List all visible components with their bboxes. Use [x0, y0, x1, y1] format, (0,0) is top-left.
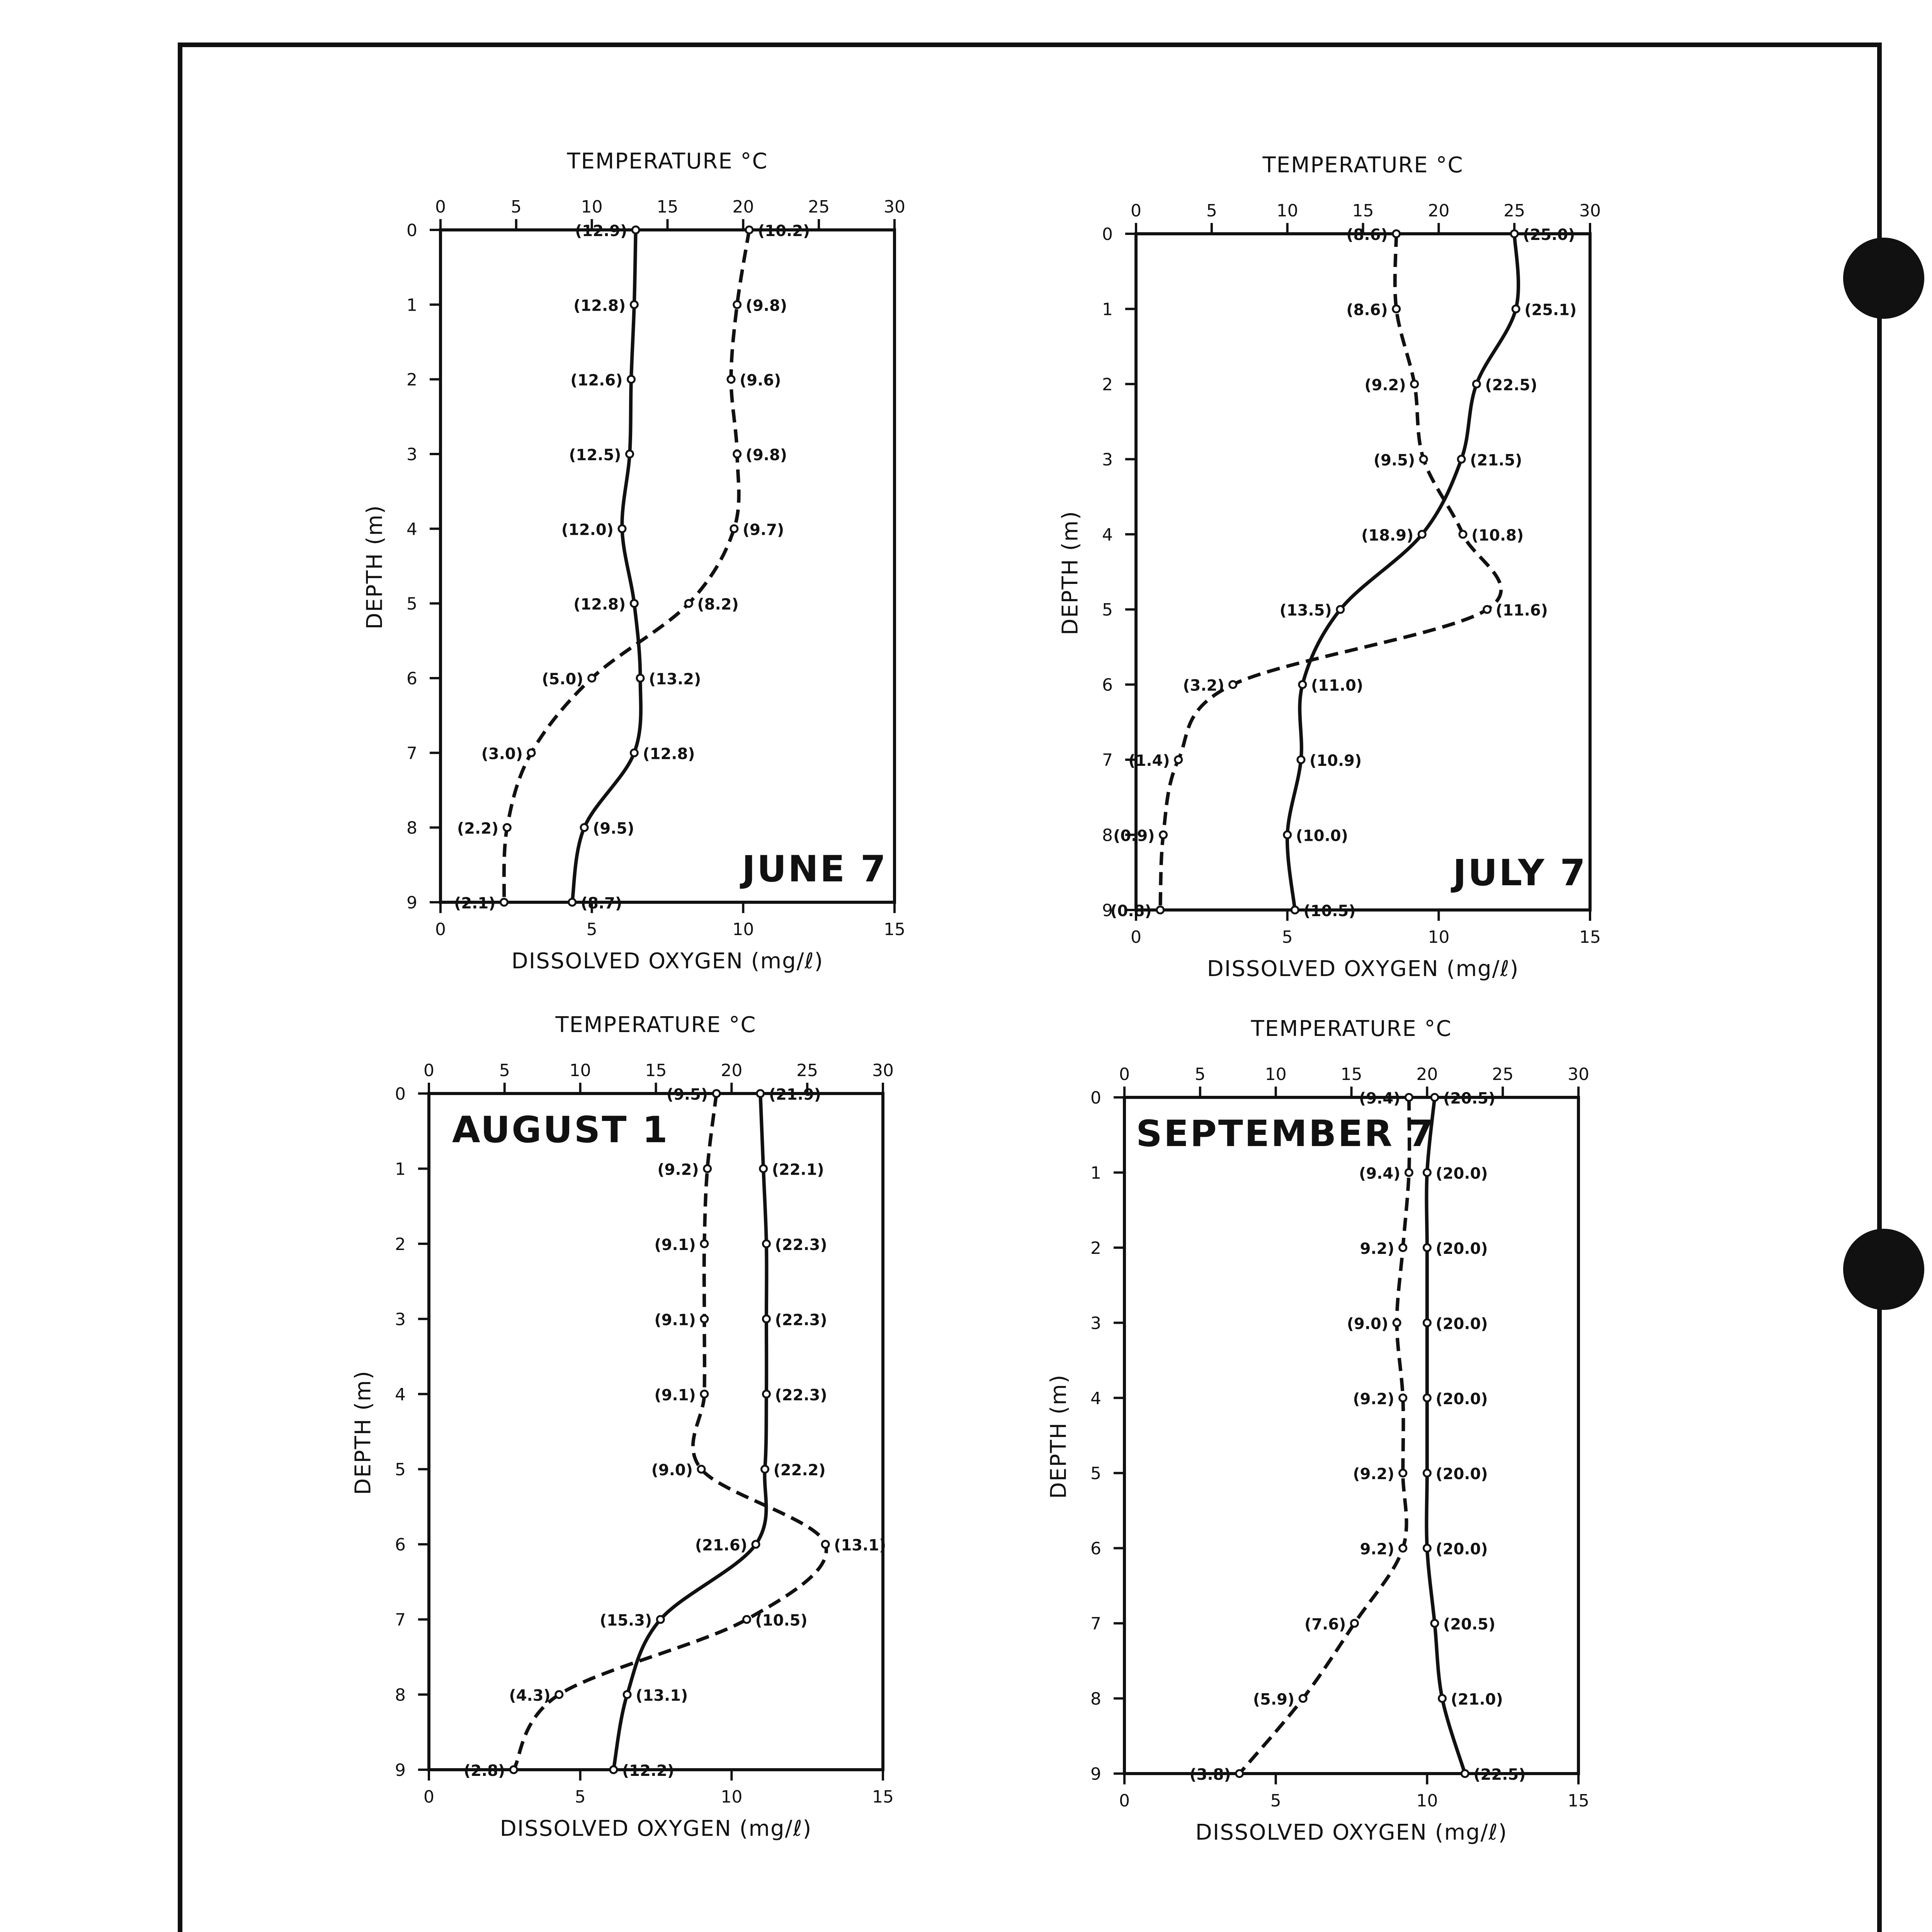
- dissolved-oxygen-point: [1400, 1469, 1406, 1476]
- temperature-value-label: (25.0): [1523, 226, 1575, 244]
- depth-tick-label: 7: [1102, 750, 1113, 770]
- temperature-point: [763, 1315, 770, 1322]
- temperature-point: [1298, 756, 1304, 763]
- chart-title: AUGUST 1: [452, 1109, 669, 1151]
- temperature-point: [1299, 681, 1306, 688]
- temperature-tick-label: 0: [435, 197, 446, 217]
- depth-tick-label: 7: [395, 1610, 406, 1630]
- temperature-point: [619, 525, 626, 532]
- temperature-tick-label: 15: [1340, 1065, 1362, 1084]
- plot-frame: [1136, 234, 1590, 910]
- dissolved-oxygen-value-label: (8.2): [697, 595, 739, 614]
- dissolved-oxygen-point: [685, 600, 692, 607]
- temperature-tick-label: 15: [645, 1061, 667, 1080]
- temperature-tick-label: 5: [1194, 1065, 1206, 1084]
- dissolved-oxygen-point: [1405, 1094, 1412, 1101]
- top-axis-title: TEMPERATURE °C: [1251, 1016, 1452, 1041]
- dissolved-oxygen-value-label: 9.2): [1360, 1540, 1395, 1558]
- dissolved-oxygen-value-label: (4.3): [509, 1687, 551, 1705]
- temperature-value-label: (20.5): [1443, 1090, 1496, 1107]
- dissolved-oxygen-point: [556, 1691, 563, 1698]
- temperature-value-label: (22.3): [775, 1236, 827, 1254]
- dissolved-oxygen-point: [510, 1766, 517, 1773]
- bottom-axis-title: DISSOLVED OXYGEN (mg/ℓ): [1207, 956, 1519, 981]
- temperature-point: [1439, 1695, 1446, 1702]
- temperature-tick-label: 10: [1276, 201, 1298, 221]
- temperature-point: [1512, 305, 1519, 312]
- do-tick-label: 10: [732, 920, 754, 939]
- dissolved-oxygen-value-label: (2.2): [457, 820, 499, 838]
- depth-tick-label: 6: [406, 669, 417, 689]
- temperature-tick-label: 5: [1206, 201, 1217, 221]
- dissolved-oxygen-point: [704, 1165, 711, 1172]
- temperature-value-label: (21.0): [1451, 1690, 1503, 1709]
- temperature-value-label: (22.3): [775, 1311, 827, 1329]
- temperature-value-label: (20.5): [1443, 1616, 1496, 1634]
- temperature-point: [1423, 1244, 1430, 1251]
- temperature-tick-label: 20: [732, 197, 754, 217]
- y-axis-title: DEPTH (m): [362, 505, 388, 629]
- temperature-value-label: (22.1): [772, 1161, 824, 1179]
- depth-tick-label: 6: [395, 1535, 406, 1555]
- temperature-value-label: (21.5): [1470, 451, 1522, 469]
- depth-tick-label: 0: [406, 221, 417, 240]
- depth-tick-label: 0: [1102, 224, 1113, 244]
- do-tick-label: 5: [586, 920, 597, 939]
- temperature-point: [581, 824, 588, 831]
- plot-frame: [440, 230, 895, 902]
- dissolved-oxygen-point: [1405, 1169, 1412, 1176]
- do-tick-label: 5: [1270, 1791, 1281, 1811]
- dissolved-oxygen-point: [1400, 1545, 1406, 1552]
- dissolved-oxygen-point: [734, 451, 741, 457]
- dissolved-oxygen-value-label: (3.0): [481, 745, 523, 763]
- depth-tick-label: 3: [1102, 450, 1113, 470]
- dissolved-oxygen-point: [746, 226, 753, 233]
- dissolved-oxygen-value-label: (9.8): [745, 446, 787, 464]
- depth-tick-label: 8: [395, 1685, 406, 1705]
- dissolved-oxygen-point: [501, 899, 508, 906]
- temperature-point: [628, 376, 635, 383]
- temperature-tick-label: 20: [1416, 1065, 1438, 1084]
- do-tick-label: 0: [435, 920, 446, 939]
- depth-tick-label: 8: [1090, 1689, 1101, 1709]
- temperature-point: [1423, 1545, 1430, 1552]
- temperature-point: [1473, 381, 1480, 388]
- dissolved-oxygen-point: [1351, 1620, 1358, 1627]
- dissolved-oxygen-value-label: (9.4): [1359, 1165, 1401, 1183]
- temperature-line: [614, 1094, 767, 1770]
- temperature-tick-label: 25: [796, 1061, 818, 1080]
- dissolved-oxygen-point: [1175, 756, 1182, 763]
- temperature-tick-label: 20: [721, 1061, 743, 1080]
- temperature-tick-label: 0: [1131, 201, 1141, 221]
- depth-tick-label: 2: [1102, 374, 1113, 395]
- dissolved-oxygen-value-label: (9.5): [666, 1086, 708, 1104]
- dissolved-oxygen-value-label: (10.5): [755, 1612, 808, 1630]
- do-tick-label: 15: [872, 1787, 894, 1807]
- chart-title: JUNE 7: [742, 848, 888, 890]
- dissolved-oxygen-point: [1157, 906, 1164, 913]
- temperature-value-label: (12.8): [643, 745, 695, 763]
- bottom-axis-title: DISSOLVED OXYGEN (mg/ℓ): [500, 1816, 812, 1841]
- temperature-line: [1427, 1097, 1465, 1774]
- dissolved-oxygen-value-label: (5.0): [542, 670, 583, 688]
- y-axis-title: DEPTH (m): [350, 1370, 376, 1495]
- temperature-value-label: (22.2): [773, 1461, 826, 1480]
- depth-tick-label: 3: [1090, 1313, 1101, 1333]
- temperature-tick-label: 15: [656, 197, 679, 217]
- dissolved-oxygen-point: [1411, 381, 1418, 388]
- dissolved-oxygen-value-label: (9.2): [1353, 1390, 1395, 1408]
- temperature-tick-label: 25: [1503, 201, 1526, 221]
- temperature-point: [1291, 906, 1298, 913]
- depth-tick-label: 7: [1090, 1614, 1101, 1634]
- temperature-value-label: (10.5): [1303, 902, 1356, 920]
- temperature-tick-label: 5: [510, 197, 522, 217]
- dissolved-oxygen-value-label: (1.4): [1128, 752, 1170, 770]
- temperature-value-label: (10.9): [1309, 752, 1362, 770]
- dissolved-oxygen-value-label: (9.6): [740, 371, 781, 389]
- dissolved-oxygen-value-label: (9.4): [1359, 1090, 1401, 1107]
- dissolved-oxygen-point: [701, 1240, 708, 1247]
- dissolved-oxygen-point: [1459, 531, 1466, 538]
- dissolved-oxygen-value-label: (9.1): [654, 1236, 696, 1254]
- dissolved-oxygen-point: [588, 675, 595, 682]
- depth-tick-label: 9: [1090, 1764, 1101, 1784]
- temperature-value-label: (12.8): [573, 595, 626, 614]
- dissolved-oxygen-value-label: (7.6): [1304, 1616, 1346, 1634]
- top-axis-title: TEMPERATURE °C: [567, 149, 768, 174]
- temperature-value-label: (20.0): [1435, 1390, 1488, 1408]
- dissolved-oxygen-point: [822, 1541, 829, 1548]
- temperature-point: [1423, 1469, 1430, 1476]
- dissolved-oxygen-value-label: (9.1): [654, 1386, 696, 1404]
- temperature-tick-label: 0: [423, 1061, 434, 1080]
- temperature-tick-label: 20: [1428, 201, 1450, 221]
- dissolved-oxygen-point: [1230, 681, 1236, 688]
- temperature-value-label: (12.2): [622, 1762, 675, 1780]
- temperature-tick-label: 30: [872, 1061, 894, 1080]
- temperature-tick-label: 30: [1568, 1065, 1589, 1084]
- depth-tick-label: 1: [1102, 299, 1113, 320]
- depth-tick-label: 5: [1102, 600, 1113, 620]
- depth-tick-label: 9: [1102, 901, 1113, 920]
- dissolved-oxygen-value-label: (9.2): [1353, 1465, 1395, 1483]
- temperature-point: [763, 1240, 770, 1247]
- temperature-value-label: (25.1): [1524, 301, 1577, 319]
- do-tick-label: 5: [575, 1787, 586, 1807]
- dissolved-oxygen-point: [728, 376, 735, 383]
- dissolved-oxygen-value-label: (9.2): [657, 1161, 699, 1179]
- dissolved-oxygen-value-label: (2.8): [463, 1762, 505, 1780]
- temperature-tick-label: 25: [808, 197, 830, 217]
- depth-tick-label: 4: [406, 519, 417, 539]
- dissolved-oxygen-point: [1400, 1244, 1406, 1251]
- depth-tick-label: 2: [395, 1234, 406, 1254]
- temperature-value-label: (20.0): [1435, 1240, 1488, 1258]
- temperature-point: [626, 451, 633, 457]
- y-axis-title: DEPTH (m): [1058, 510, 1083, 635]
- dissolved-oxygen-value-label: (9.0): [651, 1461, 693, 1480]
- dissolved-oxygen-point: [1393, 305, 1400, 312]
- depth-tick-label: 2: [1090, 1238, 1101, 1258]
- depth-tick-label: 6: [1090, 1539, 1101, 1559]
- temperature-value-label: (21.9): [769, 1086, 821, 1104]
- temperature-value-label: (22.5): [1485, 376, 1537, 394]
- dissolved-oxygen-point: [1160, 832, 1167, 838]
- depth-tick-label: 3: [406, 445, 417, 464]
- depth-tick-label: 5: [1090, 1464, 1101, 1484]
- depth-tick-label: 8: [1102, 825, 1113, 845]
- plot-frame: [429, 1094, 883, 1770]
- do-tick-label: 15: [1568, 1791, 1589, 1811]
- profile-chart-june-7: [340, 141, 918, 995]
- depth-tick-label: 4: [1090, 1388, 1101, 1408]
- top-axis-title: TEMPERATURE °C: [1262, 153, 1464, 178]
- temperature-point: [631, 301, 638, 308]
- temperature-tick-label: 30: [1579, 201, 1601, 221]
- dissolved-oxygen-value-label: (13.1): [834, 1536, 886, 1554]
- temperature-point: [1461, 1770, 1468, 1777]
- temperature-value-label: (20.0): [1435, 1540, 1488, 1558]
- depth-tick-label: 5: [395, 1460, 406, 1480]
- dissolved-oxygen-line: [514, 1094, 826, 1770]
- do-tick-label: 0: [1131, 927, 1141, 947]
- dissolved-oxygen-line: [1240, 1097, 1410, 1774]
- dissolved-oxygen-value-label: (10.2): [758, 222, 810, 240]
- dissolved-oxygen-point: [1484, 606, 1491, 613]
- dissolved-oxygen-value-label: (9.0): [1347, 1315, 1388, 1333]
- depth-tick-label: 1: [1090, 1163, 1101, 1183]
- do-tick-label: 5: [1282, 927, 1293, 947]
- depth-tick-label: 8: [406, 818, 417, 838]
- y-axis-title: DEPTH (m): [1046, 1374, 1071, 1499]
- chart-plot: [1024, 1009, 1602, 1866]
- temperature-tick-label: 30: [884, 197, 905, 217]
- temperature-value-label: (11.0): [1311, 677, 1364, 695]
- temperature-value-label: (9.5): [593, 820, 634, 838]
- temperature-point: [569, 899, 576, 906]
- depth-tick-label: 0: [1090, 1088, 1101, 1108]
- temperature-value-label: (20.0): [1435, 1165, 1488, 1183]
- dissolved-oxygen-point: [1400, 1395, 1406, 1401]
- temperature-tick-label: 0: [1119, 1065, 1130, 1084]
- temperature-tick-label: 15: [1352, 201, 1374, 221]
- bottom-axis-title: DISSOLVED OXYGEN (mg/ℓ): [1195, 1820, 1508, 1845]
- do-tick-label: 10: [721, 1787, 743, 1807]
- depth-tick-label: 6: [1102, 675, 1113, 695]
- temperature-point: [1431, 1620, 1438, 1627]
- temperature-point: [1423, 1169, 1430, 1176]
- bottom-axis-title: DISSOLVED OXYGEN (mg/ℓ): [511, 949, 824, 974]
- do-tick-label: 0: [423, 1787, 434, 1807]
- temperature-value-label: (10.0): [1296, 827, 1348, 845]
- temperature-point: [752, 1541, 759, 1548]
- temperature-point: [1423, 1395, 1430, 1401]
- dissolved-oxygen-point: [731, 525, 738, 532]
- depth-tick-label: 1: [406, 295, 417, 315]
- dissolved-oxygen-point: [1236, 1770, 1243, 1777]
- dissolved-oxygen-value-label: (10.8): [1471, 526, 1524, 544]
- temperature-value-label: (12.5): [569, 446, 621, 464]
- do-tick-label: 0: [1119, 1791, 1130, 1811]
- dissolved-oxygen-point: [1393, 1319, 1400, 1326]
- temperature-value-label: (20.0): [1435, 1465, 1488, 1483]
- temperature-value-label: (21.6): [695, 1536, 747, 1554]
- temperature-value-label: (22.5): [1473, 1766, 1526, 1784]
- temperature-line: [572, 230, 641, 902]
- chart-title: SEPTEMBER 7: [1136, 1113, 1435, 1155]
- dissolved-oxygen-point: [698, 1466, 705, 1473]
- temperature-value-label: (12.8): [573, 297, 626, 315]
- depth-tick-label: 1: [395, 1159, 406, 1179]
- chart-title: JULY 7: [1453, 852, 1587, 894]
- temperature-tick-label: 10: [581, 197, 603, 217]
- depth-tick-label: 9: [406, 893, 417, 913]
- dissolved-oxygen-value-label: (9.2): [1364, 376, 1406, 394]
- dissolved-oxygen-value-label: (9.5): [1373, 451, 1415, 469]
- temperature-point: [757, 1090, 764, 1097]
- dissolved-oxygen-value-label: (11.6): [1495, 602, 1548, 620]
- dissolved-oxygen-value-label: (2.1): [454, 895, 496, 912]
- temperature-tick-label: 10: [569, 1061, 591, 1080]
- dissolved-oxygen-value-label: (9.8): [745, 297, 787, 315]
- chart-plot: [328, 1005, 906, 1862]
- temperature-value-label: (13.1): [636, 1687, 688, 1705]
- temperature-value-label: (20.0): [1435, 1315, 1488, 1333]
- temperature-point: [1423, 1319, 1430, 1326]
- depth-tick-label: 0: [395, 1084, 406, 1104]
- depth-tick-label: 3: [395, 1310, 406, 1330]
- dissolved-oxygen-point: [1299, 1695, 1306, 1702]
- binder-hole-middle: [1843, 1229, 1924, 1310]
- temperature-point: [1431, 1094, 1438, 1101]
- dissolved-oxygen-point: [734, 301, 741, 308]
- temperature-point: [1418, 531, 1425, 538]
- dissolved-oxygen-point: [1420, 456, 1427, 463]
- temperature-point: [637, 675, 644, 682]
- dissolved-oxygen-point: [701, 1391, 708, 1398]
- temperature-tick-label: 10: [1265, 1065, 1287, 1084]
- temperature-point: [610, 1766, 617, 1773]
- dissolved-oxygen-point: [1393, 230, 1400, 237]
- temperature-point: [631, 749, 638, 756]
- temperature-tick-label: 25: [1492, 1065, 1514, 1084]
- dissolved-oxygen-value-label: (0.8): [1110, 902, 1152, 920]
- temperature-point: [1284, 832, 1291, 838]
- temperature-point: [762, 1466, 769, 1473]
- dissolved-oxygen-value-label: (9.7): [742, 521, 784, 539]
- dissolved-oxygen-value-label: (8.6): [1346, 226, 1388, 244]
- depth-tick-label: 4: [395, 1384, 406, 1405]
- temperature-point: [657, 1616, 664, 1623]
- temperature-value-label: (22.3): [775, 1386, 827, 1404]
- temperature-value-label: (8.7): [580, 895, 622, 912]
- dissolved-oxygen-value-label: (0.9): [1113, 827, 1155, 845]
- profile-chart-august-1: [328, 1005, 906, 1862]
- temperature-point: [624, 1691, 631, 1698]
- dissolved-oxygen-point: [713, 1090, 720, 1097]
- dissolved-oxygen-point: [743, 1616, 750, 1623]
- temperature-value-label: (13.2): [649, 670, 701, 688]
- temperature-point: [1511, 230, 1518, 237]
- depth-tick-label: 5: [406, 594, 417, 614]
- depth-tick-label: 7: [406, 743, 417, 764]
- temperature-point: [631, 600, 638, 607]
- temperature-value-label: (18.9): [1361, 526, 1414, 544]
- temperature-point: [760, 1165, 767, 1172]
- dissolved-oxygen-point: [701, 1315, 708, 1322]
- temperature-value-label: (15.3): [599, 1612, 652, 1630]
- profile-chart-july-7: [1036, 145, 1613, 1003]
- dissolved-oxygen-value-label: 9.2): [1360, 1240, 1395, 1258]
- dissolved-oxygen-line: [1160, 234, 1501, 910]
- temperature-value-label: (12.9): [575, 222, 628, 240]
- do-tick-label: 15: [884, 920, 905, 939]
- temperature-point: [763, 1391, 770, 1398]
- depth-tick-label: 2: [406, 370, 417, 390]
- top-axis-title: TEMPERATURE °C: [555, 1012, 757, 1037]
- temperature-tick-label: 5: [499, 1061, 510, 1080]
- do-tick-label: 15: [1579, 927, 1601, 947]
- depth-tick-label: 4: [1102, 525, 1113, 545]
- temperature-point: [1337, 606, 1344, 613]
- temperature-value-label: (12.0): [561, 521, 614, 539]
- dissolved-oxygen-value-label: (3.8): [1189, 1766, 1231, 1784]
- profile-chart-september-7: [1024, 1009, 1602, 1866]
- dissolved-oxygen-value-label: (9.1): [654, 1311, 696, 1329]
- depth-tick-label: 9: [395, 1760, 406, 1780]
- dissolved-oxygen-value-label: (5.9): [1253, 1690, 1295, 1709]
- binder-hole-top: [1843, 238, 1924, 319]
- dissolved-oxygen-point: [503, 824, 510, 831]
- chart-plot: [340, 141, 918, 995]
- chart-plot: [1036, 145, 1613, 1003]
- dissolved-oxygen-value-label: (3.2): [1183, 677, 1225, 695]
- temperature-value-label: (12.6): [570, 371, 623, 389]
- temperature-point: [632, 226, 639, 233]
- do-tick-label: 10: [1428, 927, 1450, 947]
- temperature-point: [1458, 456, 1465, 463]
- do-tick-label: 10: [1416, 1791, 1438, 1811]
- plot-frame: [1124, 1097, 1578, 1774]
- dissolved-oxygen-point: [528, 749, 535, 756]
- dissolved-oxygen-value-label: (8.6): [1346, 301, 1388, 319]
- temperature-value-label: (13.5): [1279, 602, 1332, 620]
